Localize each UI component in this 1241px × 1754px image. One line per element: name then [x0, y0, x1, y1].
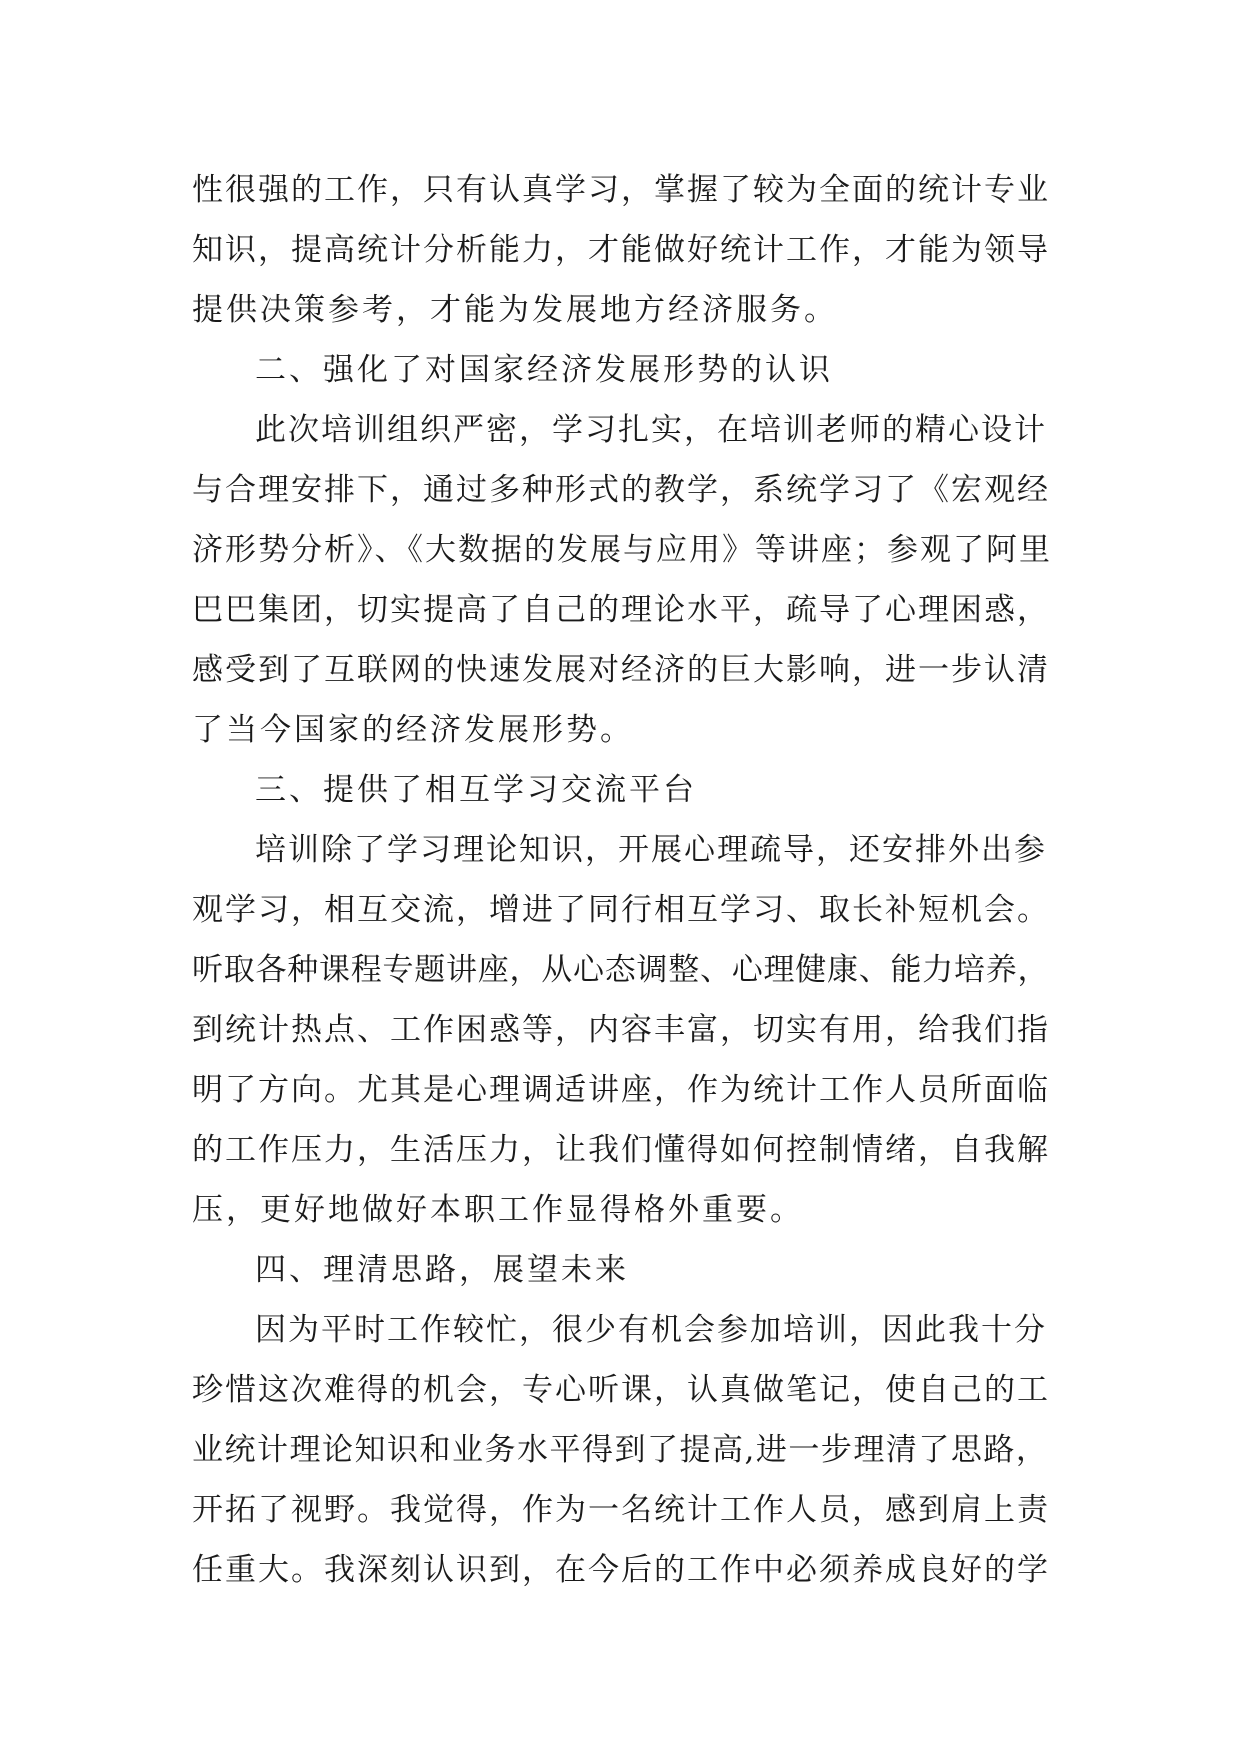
text-line: 培训除了学习理论知识，开展心理疏导，还安排外出参 — [255, 832, 1047, 868]
text-line: 听取各种课程专题讲座，从心态调整、心理健康、能力培养， — [192, 952, 1050, 988]
text-line: 的工作压力，生活压力，让我们懂得如何控制情绪，自我解 — [192, 1132, 1050, 1168]
section-heading: 三、提供了相互学习交流平台 — [255, 772, 697, 808]
text-line: 业统计理论知识和业务水平得到了提高,进一步理清了思路， — [192, 1432, 1049, 1468]
text-line: 济形势分析》、《大数据的发展与应用》等讲座；参观了阿里 — [192, 532, 1052, 568]
text-line: 感受到了互联网的快速发展对经济的巨大影响，进一步认清 — [192, 652, 1050, 688]
text-line: 压，更好地做好本职工作显得格外重要。 — [192, 1192, 804, 1228]
text-line: 开拓了视野。我觉得，作为一名统计工作人员，感到肩上责 — [192, 1492, 1050, 1528]
text-line: 因为平时工作较忙，很少有机会参加培训，因此我十分 — [255, 1312, 1047, 1348]
text-line: 到统计热点、工作困惑等，内容丰富，切实有用，给我们指 — [192, 1012, 1050, 1048]
text-line: 与合理安排下，通过多种形式的教学，系统学习了《宏观经 — [192, 472, 1050, 508]
text-line: 提供决策参考，才能为发展地方经济服务。 — [192, 292, 838, 328]
text-line: 了当今国家的经济发展形势。 — [192, 712, 634, 748]
text-line: 巴巴集团，切实提高了自己的理论水平，疏导了心理困惑， — [192, 592, 1050, 628]
document-body — [192, 160, 1052, 1600]
text-line: 知识，提高统计分析能力，才能做好统计工作，才能为领导 — [192, 232, 1050, 268]
text-line: 性很强的工作，只有认真学习，掌握了较为全面的统计专业 — [192, 172, 1050, 208]
section-heading: 二、强化了对国家经济发展形势的认识 — [255, 352, 833, 388]
text-line: 观学习，相互交流，增进了同行相互学习、取长补短机会。 — [192, 892, 1050, 928]
text-line: 明了方向。尤其是心理调适讲座，作为统计工作人员所面临 — [192, 1072, 1050, 1108]
text-line: 任重大。我深刻认识到，在今后的工作中必须养成良好的学 — [192, 1552, 1050, 1588]
text-line: 此次培训组织严密，学习扎实，在培训老师的精心设计 — [255, 412, 1047, 448]
text-line: 珍惜这次难得的机会，专心听课，认真做笔记，使自己的工 — [192, 1372, 1050, 1408]
section-heading: 四、理清思路，展望未来 — [255, 1252, 629, 1288]
